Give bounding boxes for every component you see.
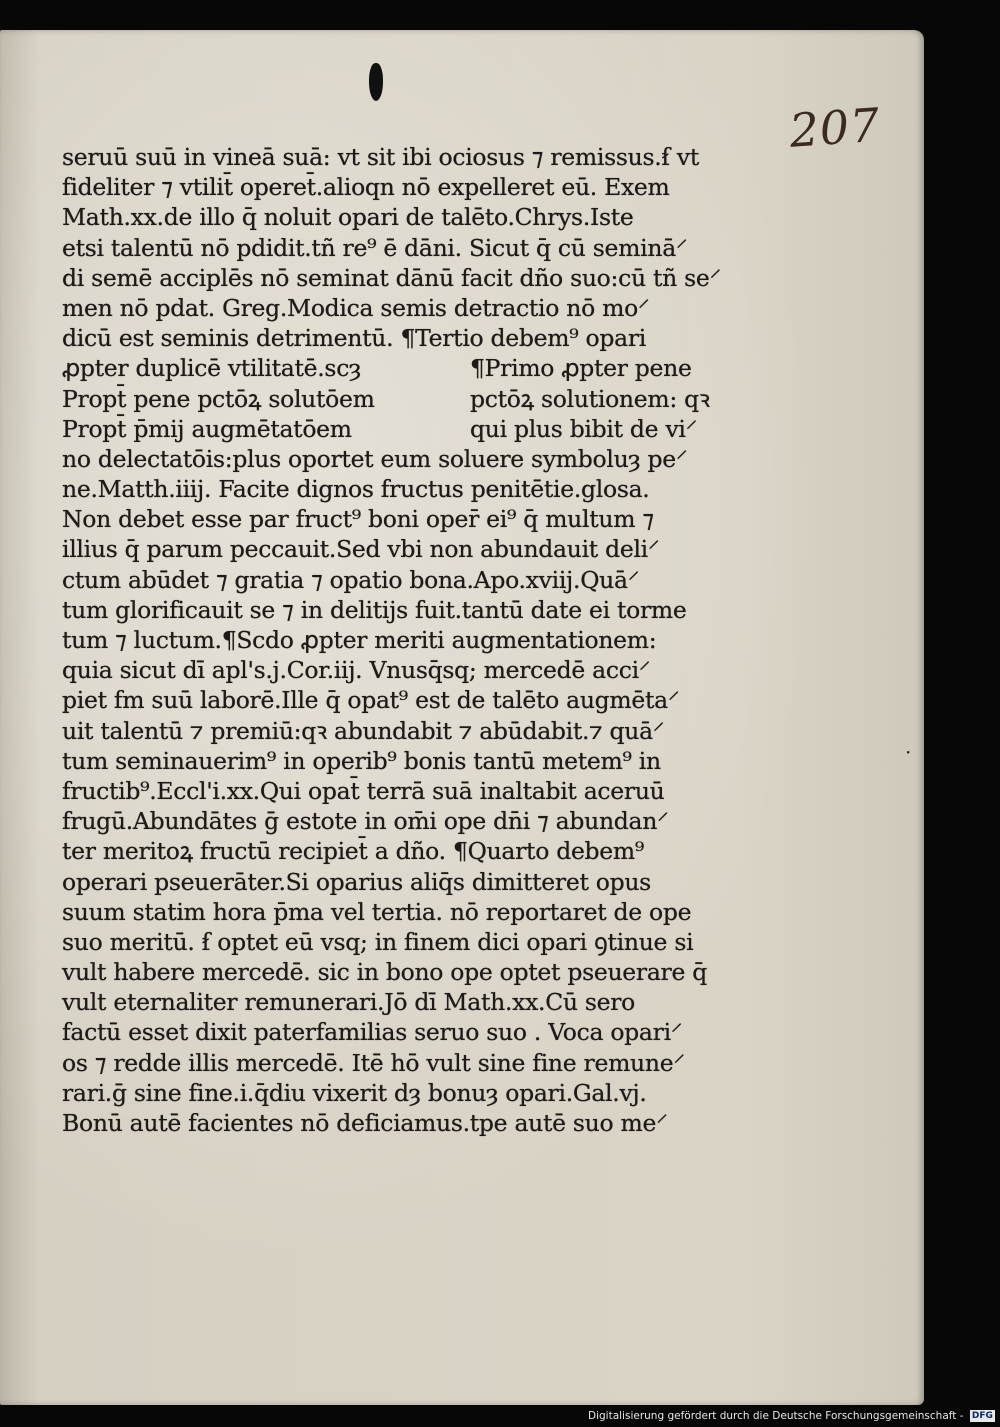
text-line: ne.Matth.iiij. Facite dignos fructus penitētie.glosa. — [62, 475, 650, 504]
text-line: rari.ḡ sine fine.i.q̄diu vixerit dȝ bonuȝ opari.Gal.vj. — [62, 1078, 647, 1107]
footer-text: Digitalisierung gefördert durch die Deutsche Forschungsgemeinschaft - — [588, 1410, 964, 1422]
text-line: Bonū autē facientes nō deficiamus.tpe autē suo me⸍ — [62, 1109, 668, 1137]
split-line-left: Propt̄ pene pctōꝝ solutōem — [62, 384, 375, 413]
text-line: etsi talentū nō pdidit.tñ re⁹ ē dāni. Sicut q̄ cū seminā⸍ — [62, 233, 688, 262]
text-line: vult eternaliter remunerari.Jō dī Math.xx.Cū sero — [62, 988, 636, 1017]
text-block — [62, 142, 742, 1138]
text-line: operari pseuerāter.Si oparius aliq̄s dimitteret opus — [62, 867, 651, 896]
split-line — [62, 414, 742, 444]
margin-mark: · — [905, 740, 912, 764]
text-line: suo meritū. ẜ optet eū vsq; in finem dici opari ꝯtinue si — [62, 927, 694, 956]
text-line: tum glorificauit se ⁊ in delitijs fuit.tantū date ei torme — [62, 595, 687, 624]
text-line: uit talentū ⁊ premiū:qꝛ abundabit ⁊ abūdabit.⁊ quā⸍ — [62, 716, 665, 745]
text-line: fructib⁹.Eccl'i.xx.Qui opat̄ terrā suā inaltabit aceruū — [62, 776, 665, 805]
folio-number: 207 — [787, 97, 883, 158]
ink-blot — [369, 63, 383, 101]
text-line: no delectatōis:plus oportet eum soluere symboluȝ pe⸍ — [62, 444, 688, 473]
text-line: ter meritoꝝ fructū recipiet̄ a dño. ¶Quarto debem⁹ — [62, 837, 645, 866]
dfg-logo: DFG — [971, 1411, 993, 1421]
text-line: tum seminauerim⁹ in operib⁹ bonis tantū metem⁹ in — [62, 746, 661, 775]
text-line: ctum abūdet ⁊ gratia ⁊ opatio bona.Apo.xviij.Quā⸍ — [62, 565, 640, 594]
text-line: Math.xx.de illo q̄ noluit opari de talēto.Chrys.Iste — [62, 203, 634, 232]
text-line: illius q̄ parum peccauit.Sed vbi non abundauit deli⸍ — [62, 535, 660, 564]
split-line-right: ¶Primo ꝓpter pene — [470, 354, 692, 383]
footer-credit — [588, 1410, 995, 1426]
split-line-right: qui plus bibit de vi⸍ — [470, 414, 698, 443]
text-line: vult habere mercedē. sic in bono ope optet pseuerare q̄ — [62, 958, 707, 987]
split-line-right: pctōꝝ solutionem: qꝛ — [470, 384, 710, 413]
text-line: frugū.Abundātes ḡ estote in om̄i ope dn̄i ⁊ abundan⸍ — [62, 807, 669, 836]
split-line — [62, 353, 742, 383]
text-line: men nō pdat. Greg.Modica semis detractio nō mo⸍ — [62, 293, 650, 322]
text-line: quia sicut dī apl's.j.Cor.iij. Vnusq̄sq; mercedē acci⸍ — [62, 656, 651, 685]
split-line-left: Propt̄ p̄mij augmētatōem — [62, 414, 352, 443]
text-line: tum ⁊ luctum.¶Scdo ꝓpter meriti augmentationem: — [62, 626, 657, 654]
text-line: Non debet esse par fruct⁹ boni oper̄ ei⁹ q̄ multum ⁊ — [62, 505, 654, 534]
text-line: seruū suū in vineā suā: vt sit ibi ociosus ⁊ remissus.ẜ vt — [62, 143, 700, 171]
text-line: os ⁊ redde illis mercedē. Itē hō vult sine fine remune⸍ — [62, 1048, 685, 1077]
split-line-left: ꝓpter duplicē vtilitatē.scȝ — [62, 354, 362, 383]
text-line: piet fm suū laborē.Ille q̄ opat⁹ est de talēto augmēta⸍ — [62, 686, 680, 715]
text-line: di semē acciplēs nō seminat dānū facit dño suo:cū tñ se⸍ — [62, 263, 721, 292]
text-line: fideliter ⁊ vtilit̄ operet̄.alioqn nō expelleret eū. Exem — [62, 173, 670, 202]
text-line: factū esset dixit paterfamilias seruo suo . Voca opari⸍ — [62, 1018, 683, 1047]
text-line: suum statim hora p̄ma vel tertia. nō reportaret de ope — [62, 897, 692, 926]
text-line: dicū est seminis detrimentū. ¶Tertio debem⁹ opari — [62, 324, 646, 353]
split-line — [62, 384, 742, 414]
